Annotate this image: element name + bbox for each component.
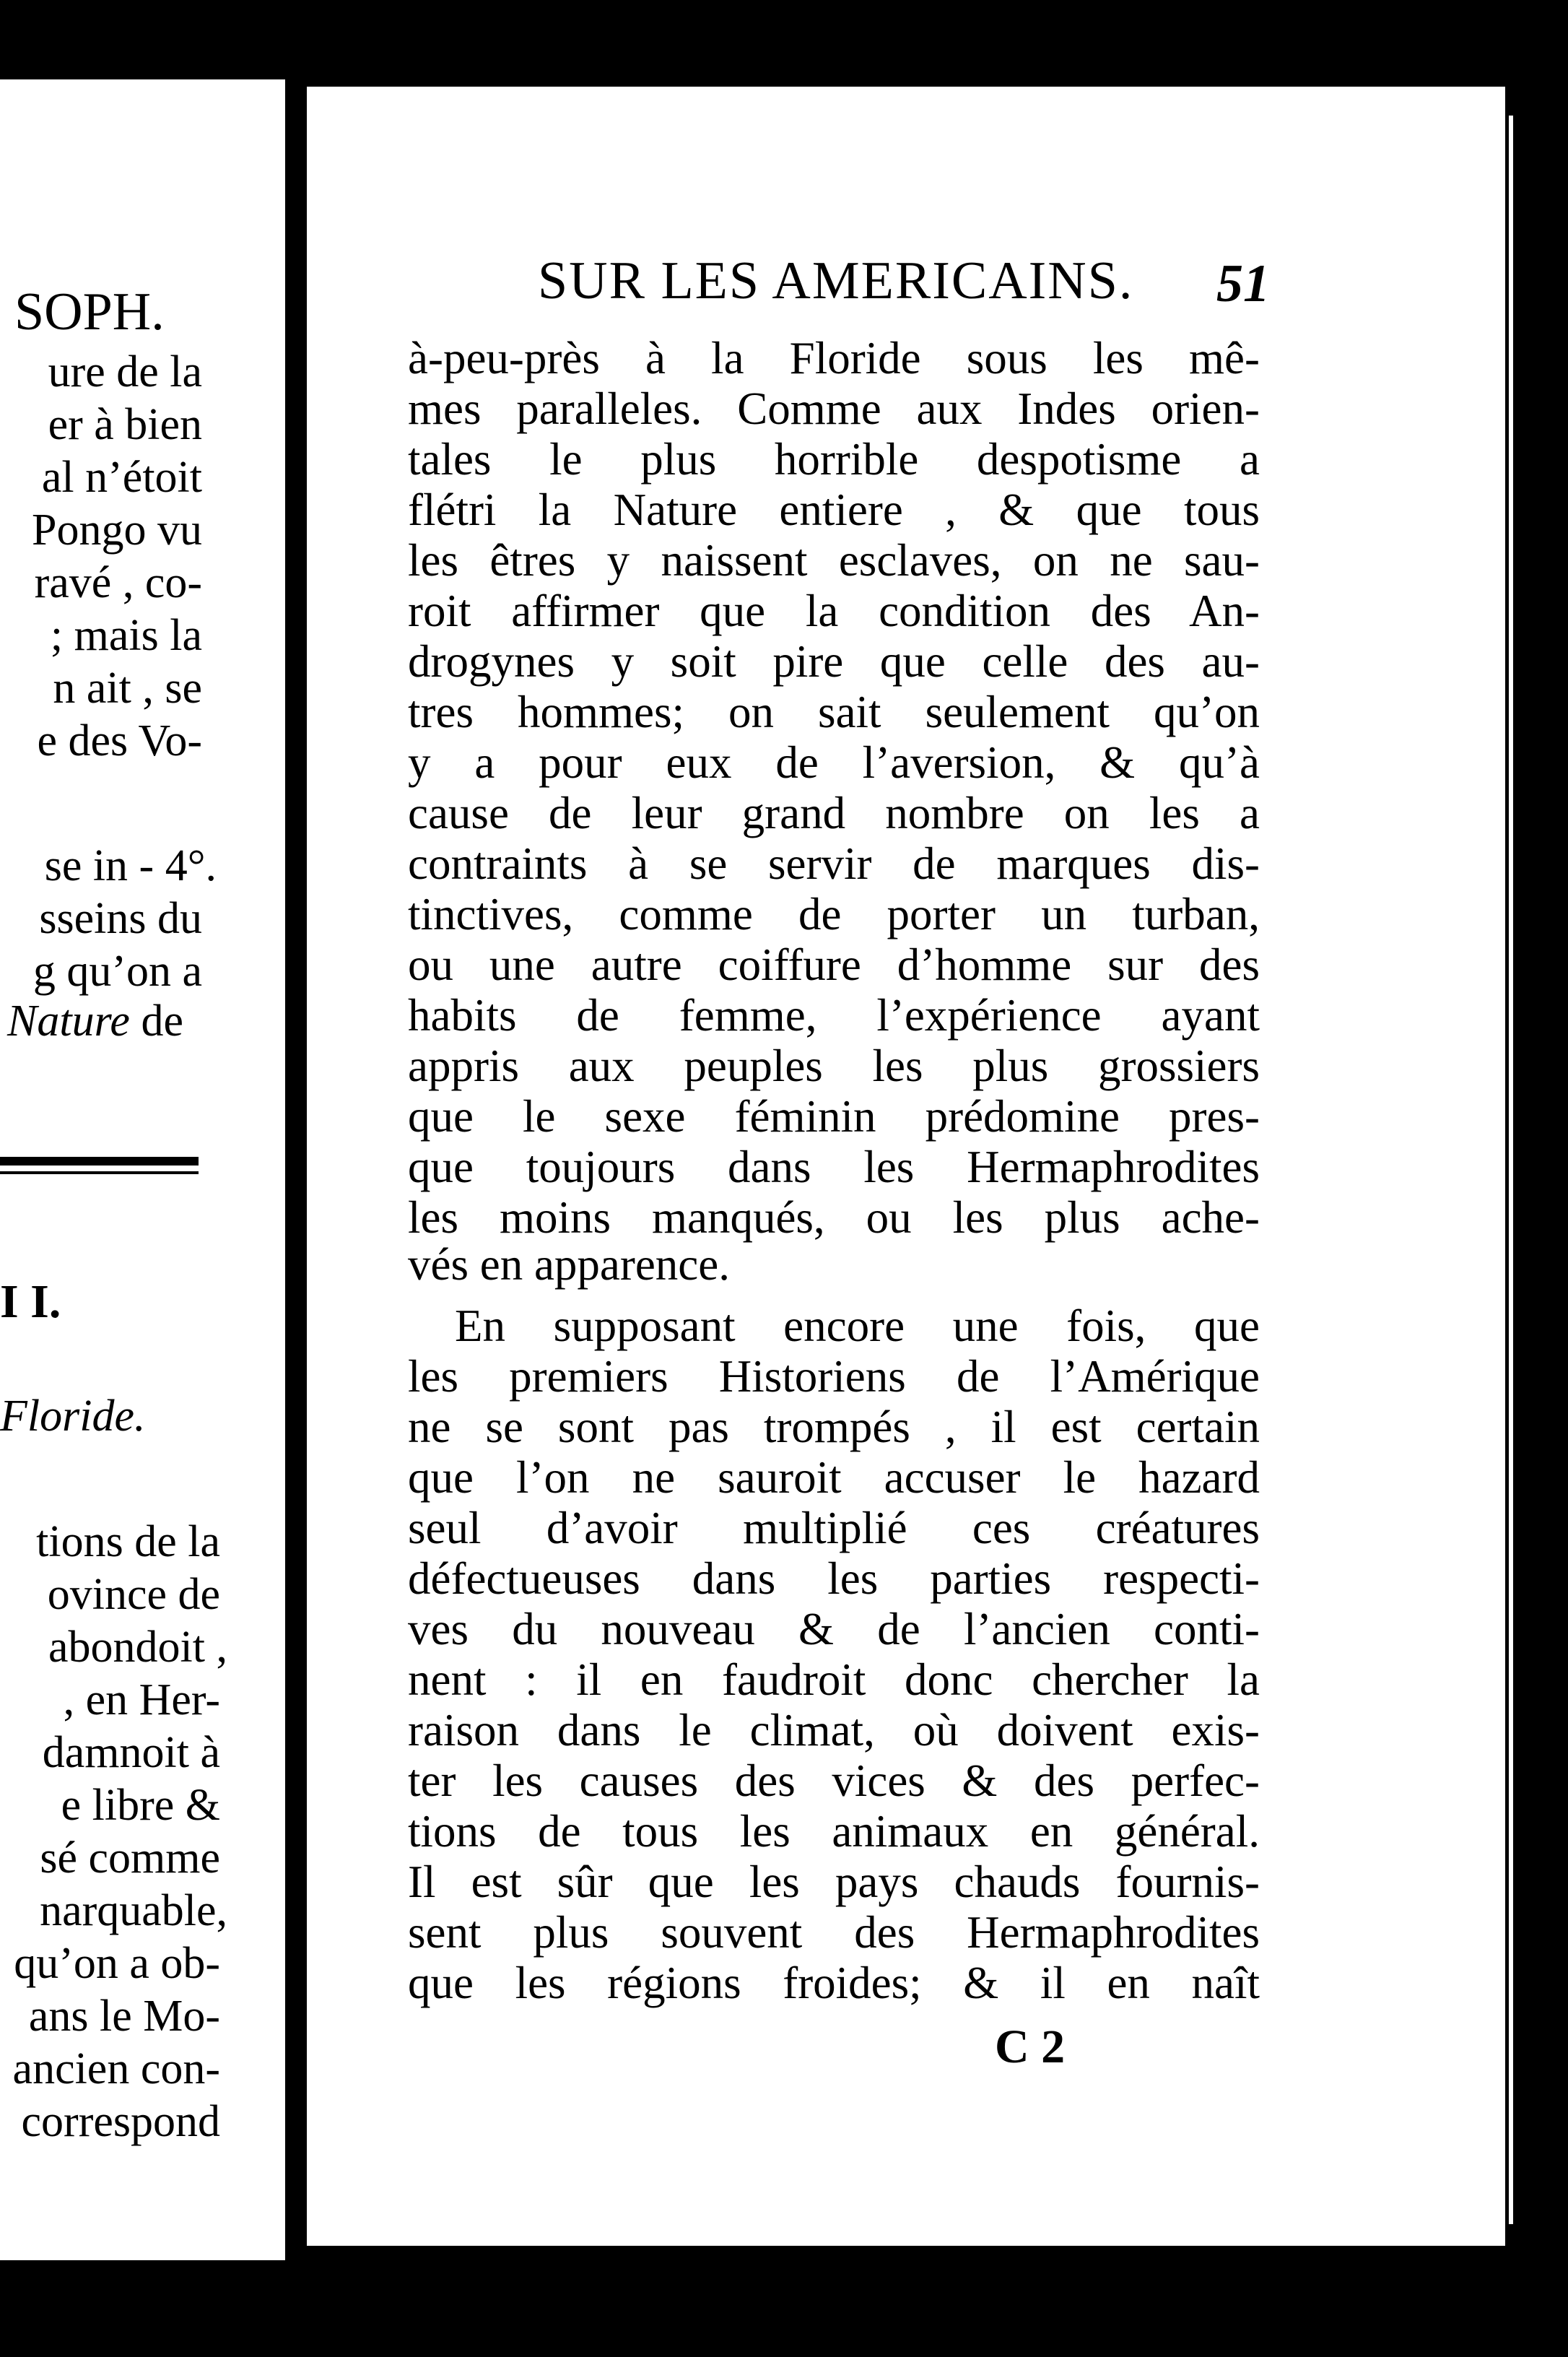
left-page-line: , en Her- bbox=[63, 1675, 220, 1724]
running-head: SUR LES AMERICAINS. bbox=[538, 251, 1134, 311]
body-line: contraints à se servir de marques dis- bbox=[408, 838, 1260, 889]
body-line: Il est sûr que les pays chauds fournis- bbox=[408, 1857, 1260, 1907]
body-line: habits de femme, l’expérience ayant bbox=[408, 990, 1260, 1041]
body-line: raison dans le climat, où doivent exis- bbox=[408, 1705, 1260, 1755]
left-page-italic-word: Nature bbox=[7, 997, 130, 1046]
left-page-line: e libre & bbox=[61, 1781, 220, 1830]
left-page-line: correspond bbox=[21, 2097, 220, 2146]
body-line: flétri la Nature entiere , & que tous bbox=[408, 485, 1260, 535]
body-line: à-peu-près à la Floride sous les mê- bbox=[408, 333, 1260, 383]
body-line-last: vés en apparence. bbox=[408, 1239, 730, 1290]
page-edge-highlight bbox=[1509, 116, 1513, 2224]
left-page-line: abondoit , bbox=[48, 1623, 227, 1672]
left-page-line: ure de la bbox=[48, 347, 202, 396]
left-page-line: g qu’on a bbox=[32, 947, 202, 996]
left-page-line: n ait , se bbox=[53, 664, 202, 713]
body-line: les premiers Historiens de l’Amérique bbox=[408, 1351, 1260, 1402]
body-line: défectueuses dans les parties respecti- bbox=[408, 1553, 1260, 1604]
left-page-line: e des Vo- bbox=[37, 716, 202, 765]
body-line: que toujours dans les Hermaphrodites bbox=[408, 1142, 1260, 1192]
body-line: drogynes y soit pire que celle des au- bbox=[408, 636, 1260, 687]
left-page-line: ravé , co- bbox=[34, 558, 202, 607]
body-line: nent : il en faudroit donc chercher la bbox=[408, 1654, 1260, 1705]
body-line: cause de leur grand nombre on les a bbox=[408, 788, 1260, 838]
section-rule-thin bbox=[0, 1171, 199, 1174]
left-page-line: Pongo vu bbox=[32, 505, 202, 555]
left-page-italic-line bbox=[7, 997, 183, 1046]
left-page-line: qu’on a ob- bbox=[14, 1939, 220, 1988]
left-page-line: narquable, bbox=[40, 1886, 227, 1935]
left-page-header-fragment: SOPH. bbox=[14, 282, 165, 342]
body-line: tinctives, comme de porter un turban, bbox=[408, 889, 1260, 939]
body-line: que les régions froides; & il en naît bbox=[408, 1958, 1260, 2008]
left-page bbox=[0, 79, 289, 2260]
left-page-line: sé comme bbox=[40, 1833, 220, 1883]
signature-mark: C 2 bbox=[995, 2020, 1066, 2073]
body-line: ter les causes des vices & des perfec- bbox=[408, 1755, 1260, 1806]
body-line: y a pour eux de l’aversion, & qu’à bbox=[408, 737, 1260, 788]
body-line: tions de tous les animaux en général. bbox=[408, 1806, 1260, 1857]
body-line: que l’on ne sauroit accuser le hazard bbox=[408, 1452, 1260, 1503]
body-line: roit affirmer que la condition des An- bbox=[408, 586, 1260, 636]
body-line: mes paralleles. Comme aux Indes orien- bbox=[408, 383, 1260, 434]
gutter-shadow bbox=[285, 72, 307, 2267]
body-line: sent plus souvent des Hermaphrodites bbox=[408, 1907, 1260, 1958]
body-line: ne se sont pas trompés , il est certain bbox=[408, 1402, 1260, 1452]
left-page-line: ans le Mo- bbox=[28, 1992, 220, 2041]
left-section-numeral: I I. bbox=[0, 1275, 61, 1328]
left-page-italic-tail: de bbox=[141, 997, 183, 1046]
left-page-line: sseins du bbox=[39, 894, 202, 943]
left-page-line: se in - 4°. bbox=[44, 841, 217, 890]
body-line-indented: En supposant encore une fois, que bbox=[455, 1301, 1260, 1351]
body-line: appris aux peuples les plus grossiers bbox=[408, 1041, 1260, 1091]
body-line: les moins manqués, ou les plus ache- bbox=[408, 1192, 1260, 1243]
section-rule-thick bbox=[0, 1157, 199, 1166]
body-line: ves du nouveau & de l’ancien conti- bbox=[408, 1604, 1260, 1654]
body-line: ou une autre coiffure d’homme sur des bbox=[408, 939, 1260, 990]
body-line: les êtres y naissent esclaves, on ne sau- bbox=[408, 535, 1260, 586]
body-line: tres hommes; on sait seulement qu’on bbox=[408, 687, 1260, 737]
body-line: seul d’avoir multiplié ces créatures bbox=[408, 1503, 1260, 1553]
page-number: 51 bbox=[1216, 254, 1270, 313]
left-page-line: tions de la bbox=[36, 1517, 220, 1566]
body-line: que le sexe féminin prédomine pres- bbox=[408, 1091, 1260, 1142]
left-section-title: Floride. bbox=[0, 1392, 146, 1441]
left-page-line: al n’étoit bbox=[41, 453, 202, 502]
left-page-line: damnoit à bbox=[42, 1728, 220, 1777]
left-page-line: er à bien bbox=[48, 400, 202, 449]
left-page-line: ovince de bbox=[47, 1570, 220, 1619]
left-page-line: ; mais la bbox=[50, 611, 202, 660]
body-line: tales le plus horrible despotisme a bbox=[408, 434, 1260, 485]
left-page-line: ancien con- bbox=[12, 2044, 220, 2093]
